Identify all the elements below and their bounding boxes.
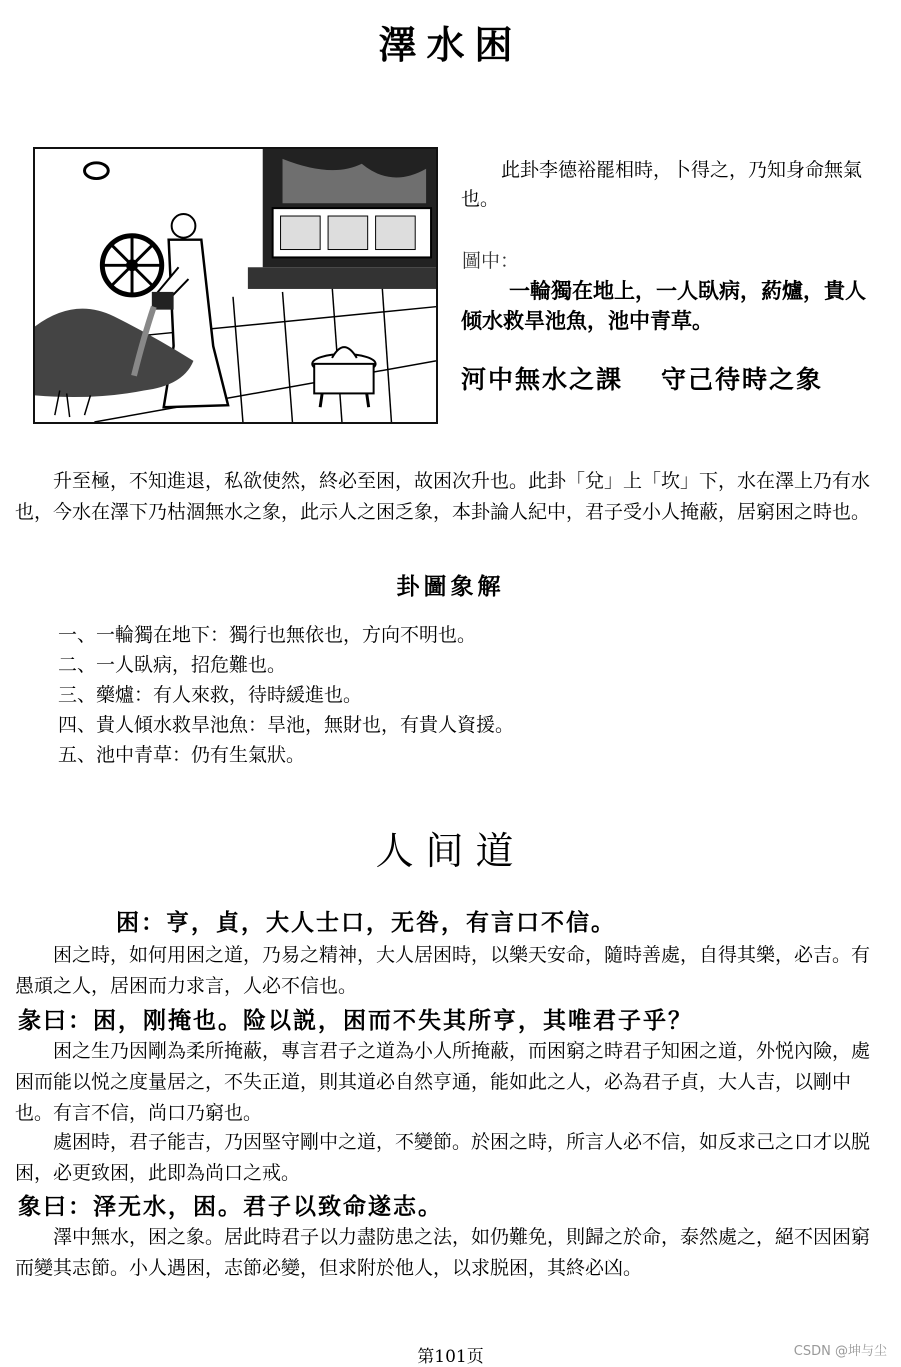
- paragraph-judgment: 困之時，如何用困之道，乃易之精神，大人居困時，以樂天安命，隨時善處，自得其樂，必吉。有愚頑之人，居困而力求言，人必不信也。: [15, 944, 871, 997]
- verse-tuan: 彖曰：困，刚掩也。险以説，困而不失其所亨，其唯君子乎？: [18, 1007, 693, 1034]
- ke-lesson: 河中無水之課: [461, 365, 624, 394]
- interpretation-list: [58, 620, 514, 770]
- figure-label: 圖中：: [462, 250, 520, 272]
- list-item: 一、一輪獨在地下：獨行也無依也，方向不明也。: [58, 624, 477, 646]
- paragraph-xiang: 澤中無水，困之象。居此時君子以力盡防患之法，如仍難免，則歸之於命，泰然處之，絕不因困窮而變其志節。小人遇困，志節必變，但求附於他人，以求脱困，其終必凶。: [15, 1226, 871, 1279]
- ke-image: 守己待時之象: [661, 365, 824, 394]
- page-number: 第101页: [417, 1347, 484, 1367]
- intro-text: 此卦李德裕罷相時，卜得之，乃知身命無氣也。: [461, 159, 863, 210]
- paragraph-intro: 升至極，不知進退，私欲使然，終必至困，故困次升也。此卦「兌」上「坎」下，水在澤上乃有水也，今水在澤下乃枯涸無水之象，此示人之困乏象，本卦論人紀中，君子受小人掩蔽，居窮困之時也。: [15, 470, 871, 523]
- list-item: 二、一人臥病，招危難也。: [58, 654, 287, 676]
- verse-xiang: 象曰：泽无水，困。君子以致命遂志。: [18, 1193, 443, 1220]
- section-subheading: 卦圖象解: [396, 573, 505, 600]
- paragraph-tuan-2: 處困時，君子能吉，乃因堅守剛中之道，不變節。於困之時，所言人必不信，如反求己之口才以脱困，必更致困，此即為尚口之戒。: [15, 1131, 871, 1184]
- ke-line: [461, 360, 823, 396]
- list-item: 三、藥爐：有人來救，待時緩進也。: [58, 684, 363, 706]
- verse-judgment: 困：亨，貞，大人士口，无咎，有言口不信。: [116, 909, 616, 936]
- paragraph-tuan-1: 困之生乃因剛為柔所掩蔽，專言君子之道為小人所掩蔽，而困窮之時君子知困之道，外悦內險，處困而能以悦之度量居之，不失正道，則其道必自然亨通，能如此之人，必為君子貞，大人吉，以剛中也。有言不信，尚口乃窮也。: [15, 1040, 871, 1124]
- woodcut-illustration: [33, 147, 438, 424]
- page-title: 澤水困: [378, 22, 523, 67]
- woodcut-drawing: [35, 149, 436, 422]
- list-item: 四、貴人傾水救旱池魚：旱池，無財也，有貴人資援。: [58, 714, 515, 736]
- figure-description: 一輪獨在地上，一人臥病，葯爐，貴人倾水救旱池魚，池中青草。: [461, 278, 866, 333]
- list-item: 五、池中青草：仍有生氣狀。: [58, 744, 306, 766]
- section-title: 人间道: [375, 829, 526, 873]
- watermark: CSDN @坤与尘: [793, 1344, 887, 1359]
